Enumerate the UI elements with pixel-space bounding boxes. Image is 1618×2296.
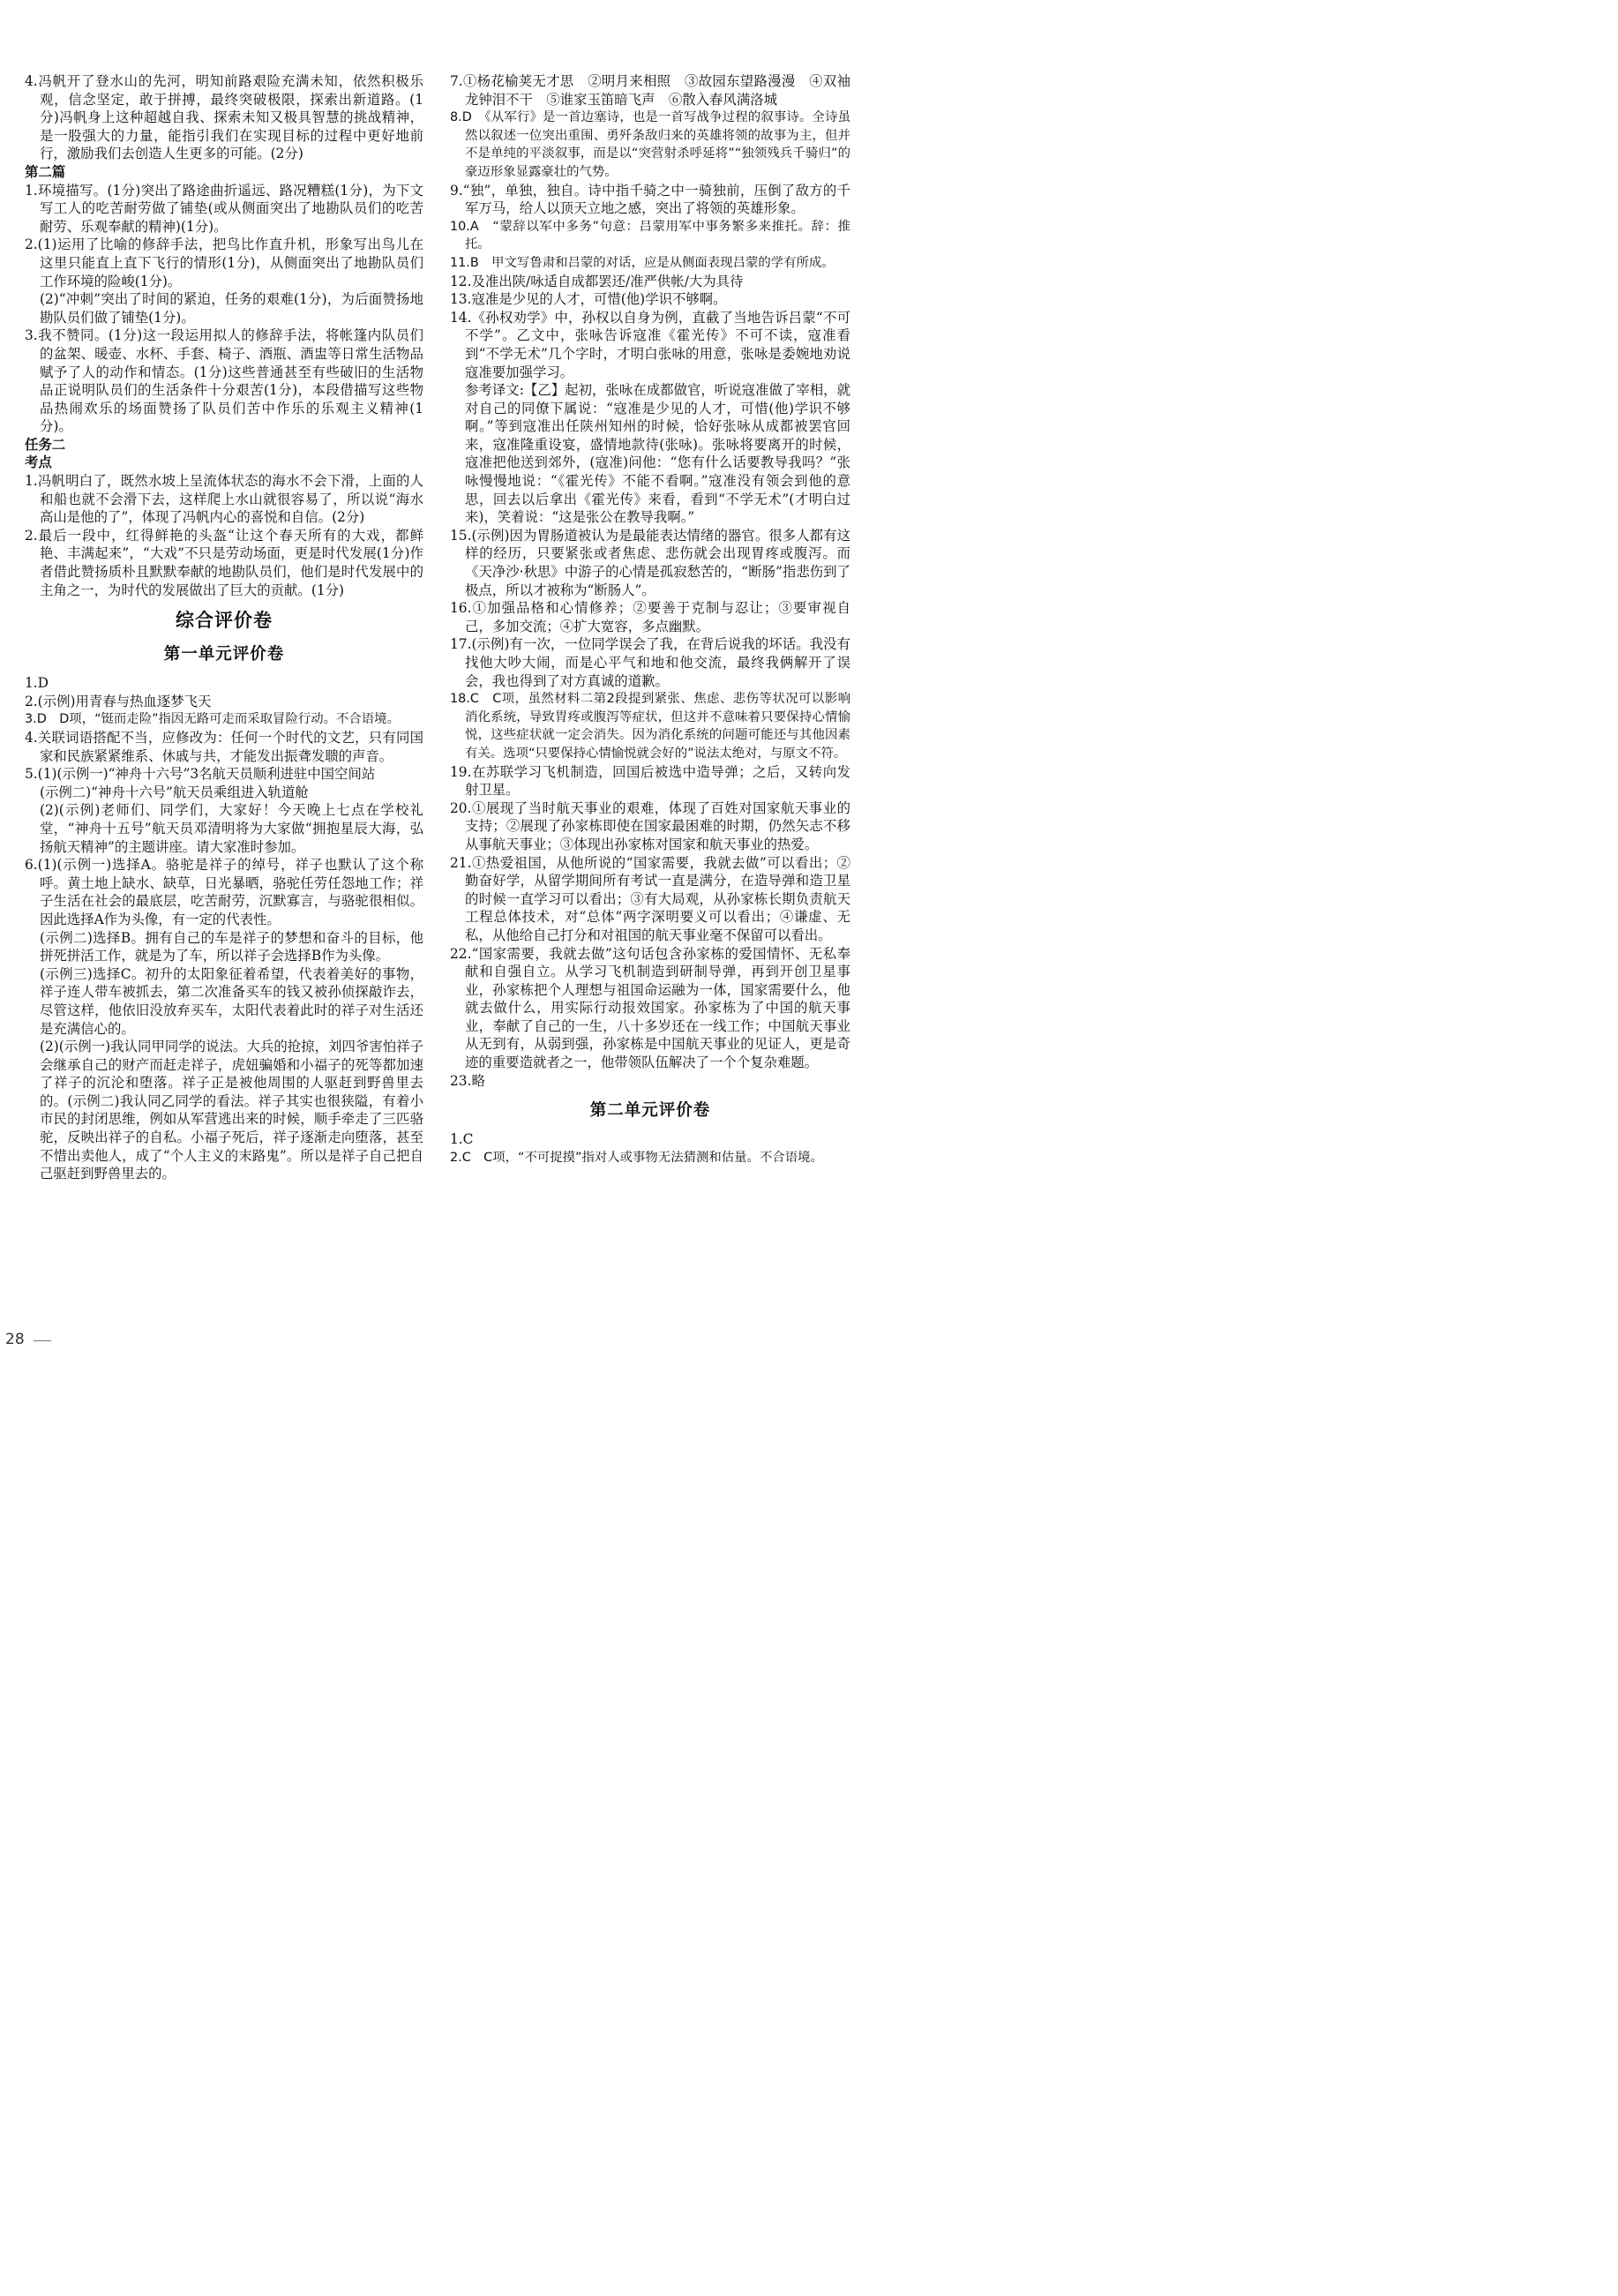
answer-item: 23.略: [450, 1072, 485, 1089]
answer-item: 7.①杨花榆荚无才思 ②明月来相照 ③故园东望路漫漫 ④双袖龙钟泪不干 ⑤谁家玉笛暗飞声 ⑥散入春风满洛城: [450, 73, 850, 108]
answer-item: 9.“独”，单独，独自。诗中指千骑之中一骑独前，压倒了敌方的千军万马，给人以顶天立地之感，突出了将领的英雄形象。: [450, 182, 850, 217]
left-column: [25, 72, 423, 1183]
answer-item: 5.(1)(示例一)“神舟十六号”3名航天员顺利进驻中国空间站: [25, 766, 376, 783]
answer-item: 18.C C项，虽然材料二第2段提到紧张、焦虑、悲伤等状况可以影响消化系统，导致胃疼或腹泻等症状，但这并不意味着只要保持心情愉悦，这些症状就一定会消失。因为消化系统的问题可能还与其他因素有关。选项“只要保持心情愉悦就会好的”说法太绝对，与原文不符。: [450, 692, 850, 761]
answer-item: 6.(1)(示例一)选择A。骆驼是祥子的绰号，祥子也默认了这个称呼。黄土地上缺水、缺草，日光暴晒，骆驼任劳任怨地工作；祥子生活在社会的最底层，吃苦耐劳，沉默寡言，与骆驼很相似。因此选择A作为头像，有一定的代表性。: [25, 857, 423, 927]
answer-item: 1.C: [450, 1131, 474, 1148]
unit-title: 第一单元评价卷: [163, 645, 285, 664]
section-heading: 第二篇: [25, 163, 66, 180]
answer-item: 3.我不赞同。(1分)这一段运用拟人的修辞手法，将帐篷内队员们的盆架、暖壶、水杯、手套、椅子、酒瓶、酒盅等日常生活物品赋予了人的动作和情态。(1分)这些普通甚至有些破旧的生活物品正说明队员们的生活条件十分艰苦(1分)，本段借描写这些物品热闹欢乐的场面赞扬了队员们苦中作乐的乐观主义精神(1分)。: [25, 327, 423, 435]
answer-item: (示例二)“神舟十六号”航天员乘组进入轨道舱: [40, 784, 309, 800]
right-column: [450, 72, 850, 1167]
answer-item: 3.D D项，“铤而走险”指因无路可走而采取冒险行动。不合语境。: [25, 712, 400, 727]
answer-item: 2.(1)运用了比喻的修辞手法，把鸟比作直升机，形象写出鸟儿在这里只能直上直下飞行的情形(1分)，从侧面突出了地勘队员们工作环境的险峻(1分)。: [25, 236, 423, 289]
section-heading: 考点: [25, 454, 52, 471]
answer-item: 17.(示例)有一次，一位同学误会了我，在背后说我的坏话。我没有找他大吵大闹，而是心平气和地和他交流，最终我俩解开了误会，我也得到了对方真诚的道歉。: [450, 636, 850, 689]
section-heading: 任务二: [25, 436, 66, 453]
answer-item: 2.C C项，“不可捉摸”指对人或事物无法猜测和估量。不合语境。: [450, 1150, 823, 1165]
page-number: 28: [5, 1331, 25, 1348]
paper-title: 综合评价卷: [176, 609, 273, 632]
answer-item: 10.A “蒙辞以军中多务”句意：吕蒙用军中事务繁多来推托。辞：推托。: [450, 219, 850, 252]
answer-item: (2)“冲刺”突出了时间的紧迫，任务的艰难(1分)，为后面赞扬地勘队员们做了铺垫(1分)。: [40, 291, 423, 326]
answer-item: (2)(示例一)我认同甲同学的说法。大兵的抢掠，刘四爷害怕祥子会继承自己的财产而赶走祥子，虎妞骗婚和小福子的死等都加速了祥子的沉沦和堕落。祥子正是被他周围的人驱赶到野兽里去的。(示例二)我认同乙同学的看法。祥子其实也很狭隘，有着小市民的封闭思维，例如从军营逃出来的时候，顺手牵走了三匹骆驼，反映出祥子的自私。小福子死后，祥子逐渐走向堕落，甚至不惜出卖他人，成了“个人主义的末路鬼”。所以是祥子自己把自己驱赶到野兽里去的。: [40, 1039, 423, 1182]
answer-item: 1.D: [25, 675, 49, 692]
answer-item: 22.“国家需要，我就去做”这句话包含孙家栋的爱国情怀、无私奉献和自强自立。从学习飞机制造到研制导弹，再到开创卫星事业，孙家栋把个人理想与祖国命运融为一体，国家需要什么，他就去做什么，用实际行动报效国家。孙家栋为了中国的航天事业，奉献了自己的一生，八十多岁还在一线工作；中国航天事业从无到有，从弱到强，孙家栋是中国航天事业的见证人，更是奇迹的重要造就者之一，他带领队伍解决了一个个复杂难题。: [450, 945, 850, 1071]
answer-item: 4.冯帆开了登水山的先河，明知前路艰险充满未知，依然积极乐观，信念坚定，敢于拼搏，最终突破极限，探索出新道路。(1分)冯帆身上这种超越自我、探索未知又极具智慧的挑战精神，是一股强大的力量，能指引我们在实现目标的过程中更好地前行，激励我们去创造人生更多的可能。(2分): [25, 73, 423, 162]
answer-item: (示例三)选择C。初升的太阳象征着希望，代表着美好的事物，祥子连人带车被抓去，第二次准备买车的钱又被孙侦探敲诈去，尽管这样，他依旧没放弃买车，太阳代表着此时的祥子对生活还是充满信心的。: [40, 965, 423, 1037]
answer-item: 8.D 《从军行》是一首边塞诗，也是一首写战争过程的叙事诗。全诗虽然以叙述一位突出重围、勇歼条敌归来的英雄将领的故事为主，但并不是单纯的平淡叙事，而是以“突营射杀呼延将”“独领残兵千骑归”的豪迈形象显露豪壮的气势。: [450, 110, 850, 179]
answer-item: (示例二)选择B。拥有自己的车是祥子的梦想和奋斗的目标，他拼死拼活工作，就是为了车，所以祥子会选择B作为头像。: [40, 929, 423, 964]
answer-item: 19.在苏联学习飞机制造，回国后被选中造导弹；之后，又转向发射卫星。: [450, 763, 850, 799]
answer-item: (2)(示例)老师们、同学们，大家好！今天晚上七点在学校礼堂，“神舟十五号”航天员邓清明将为大家做“拥抱星辰大海，弘扬航天精神”的主题讲座。请大家准时参加。: [40, 802, 423, 855]
answer-item: 16.①加强品格和心情修养；②要善于克制与忍让；③要审视自己，多加交流；④扩大宽容，多点幽默。: [450, 600, 850, 634]
answer-item: 15.(示例)因为胃肠道被认为是最能表达情绪的器官。很多人都有这样的经历，只要紧张或者焦虑、悲伤就会出现胃疼或腹泻。而《天净沙·秋思》中游子的心情是孤寂愁苦的，“断肠”指悲伤到了极点，所以才被称为“断肠人”。: [450, 527, 850, 598]
answer-item: 20.①展现了当时航天事业的艰难，体现了百姓对国家航天事业的支持；②展现了孙家栋即使在国家最困难的时期，仍然矢志不移从事航天事业；③体现出孙家栋对国家和航天事业的热爱。: [450, 799, 850, 852]
answer-item: 2.最后一段中，红得鲜艳的头盔“让这个春天所有的大戏，都鲜艳、丰满起来”，“大戏”不只是劳动场面，更是时代发展(1分)作者借此赞扬质朴且默默奉献的地勘队员们，他们是时代发展中的主角之一，为时代的发展做出了巨大的贡献。(1分): [25, 527, 423, 598]
answer-item: 1.冯帆明白了，既然水坡上呈流体状态的海水不会下滑，上面的人和船也就不会滑下去，这样爬上水山就很容易了，所以说“海水高山是他的了”，体现了冯帆内心的喜悦和自信。(2分): [25, 473, 423, 526]
answer-item: 12.及准出陕/咏适自成都罢还/准严供帐/大为具待: [450, 273, 744, 289]
answer-item: 4.关联词语搭配不当，应修改为：任何一个时代的文艺，只有同国家和民族紧紧维系、休戚与共，才能发出振聋发聩的声音。: [25, 730, 423, 764]
answer-item: 1.环境描写。(1分)突出了路途曲折遥远、路况糟糕(1分)，为下文写工人的吃苦耐劳做了铺垫(或从侧面突出了地勘队员们的吃苦耐劳、乐观奉献的精神)(1分)。: [25, 182, 423, 235]
answer-item: 11.B 甲文写鲁肃和吕蒙的对话，应是从侧面表现吕蒙的学有所成。: [450, 255, 835, 270]
page-number-dash: [34, 1340, 51, 1341]
unit-title: 第二单元评价卷: [589, 1101, 711, 1121]
answer-item: 14.《孙权劝学》中，孙权以自身为例，直截了当地告诉吕蒙“不可不学”。乙文中，张咏告诉寇准《霍光传》不可不读，寇准看到“不学无术”几个字时，才明白张咏的用意，张咏是委婉地劝说寇准要加强学习。: [450, 309, 850, 380]
answer-item: 2.(示例)用青春与热血逐梦飞天: [25, 693, 212, 709]
answer-item: 13.寇准是少见的人才，可惜(他)学识不够啊。: [450, 291, 727, 308]
answer-item: 21.①热爱祖国，从他所说的“国家需要，我就去做”可以看出；②勤奋好学，从留学期间所有考试一直是满分，在造导弹和造卫星的时候一直学习可以看出；③有大局观，从孙家栋长期负责航天工程总体技术，对“总体”两字深明要义可以看出；④谦虚、无私，从他给自己打分和对祖国的航天事业毫不保留可以看出。: [450, 854, 850, 943]
answer-item: 参考译文:【乙】起初，张咏在成都做官，听说寇准做了宰相，就对自己的同僚下属说：“寇准是少见的人才，可惜(他)学识不够啊。”等到寇准出任陕州知州的时候，恰好张咏从成都被罢官回来，寇准隆重设宴，盛情地款待(张咏)。张咏将要离开的时候，寇准把他送到郊外，(寇准)问他：“您有什么话要教导我吗？”张咏慢慢地说：“《霍光传》不能不看啊。”寇准没有领会到他的意思，回去以后拿出《霍光传》来看，看到“不学无术”(才明白过来)，笑着说：“这是张公在教导我啊。”: [465, 382, 850, 526]
